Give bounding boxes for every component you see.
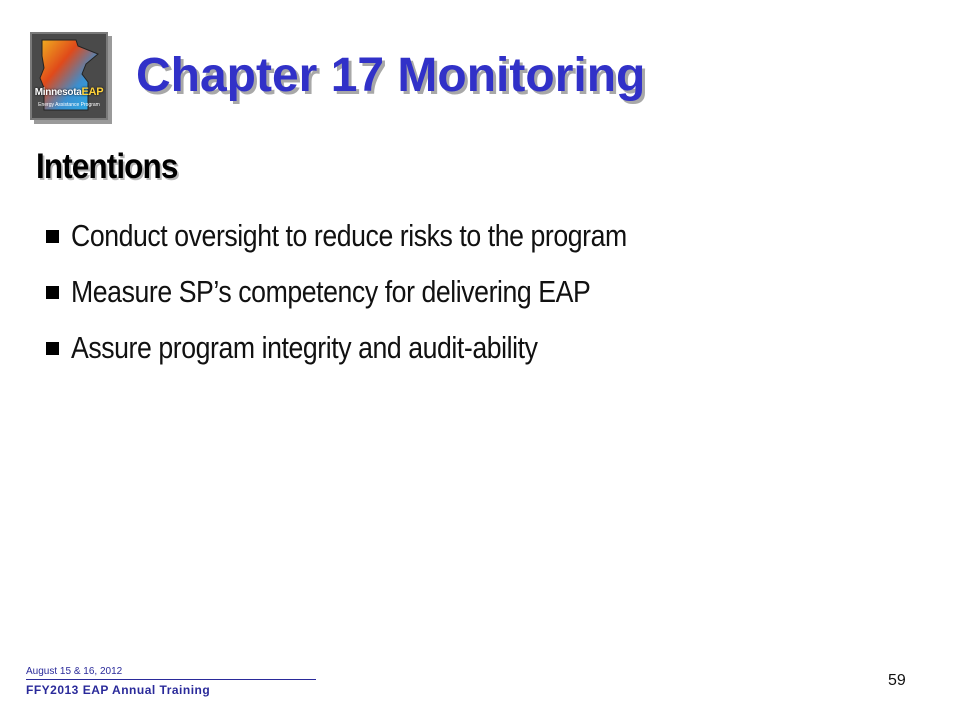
square-bullet-icon [46,286,59,299]
footer-date: August 15 & 16, 2012 [26,666,316,680]
logo-tagline: Energy Assistance Program [38,102,100,108]
bullet-item [46,208,717,264]
square-bullet-icon [46,342,59,355]
logo-brand: MinnesotaEAP [34,86,104,98]
bullet-item [46,264,717,320]
minnesota-eap-logo [30,32,108,120]
bullet-item [46,320,717,376]
bullet-list [46,208,717,376]
section-heading: Intentions [36,147,178,186]
page-number: 59 [888,672,906,689]
footer-training-title: FFY2013 EAP Annual Training [26,683,211,697]
bullet-text: Measure SP’s competency for delivering EAP [71,274,591,309]
bullet-text: Conduct oversight to reduce risks to the program [71,218,627,253]
bullet-text: Assure program integrity and audit-ability [71,330,538,365]
slide-title: Chapter 17 Monitoring [136,49,646,102]
square-bullet-icon [46,230,59,243]
footer [26,666,316,697]
